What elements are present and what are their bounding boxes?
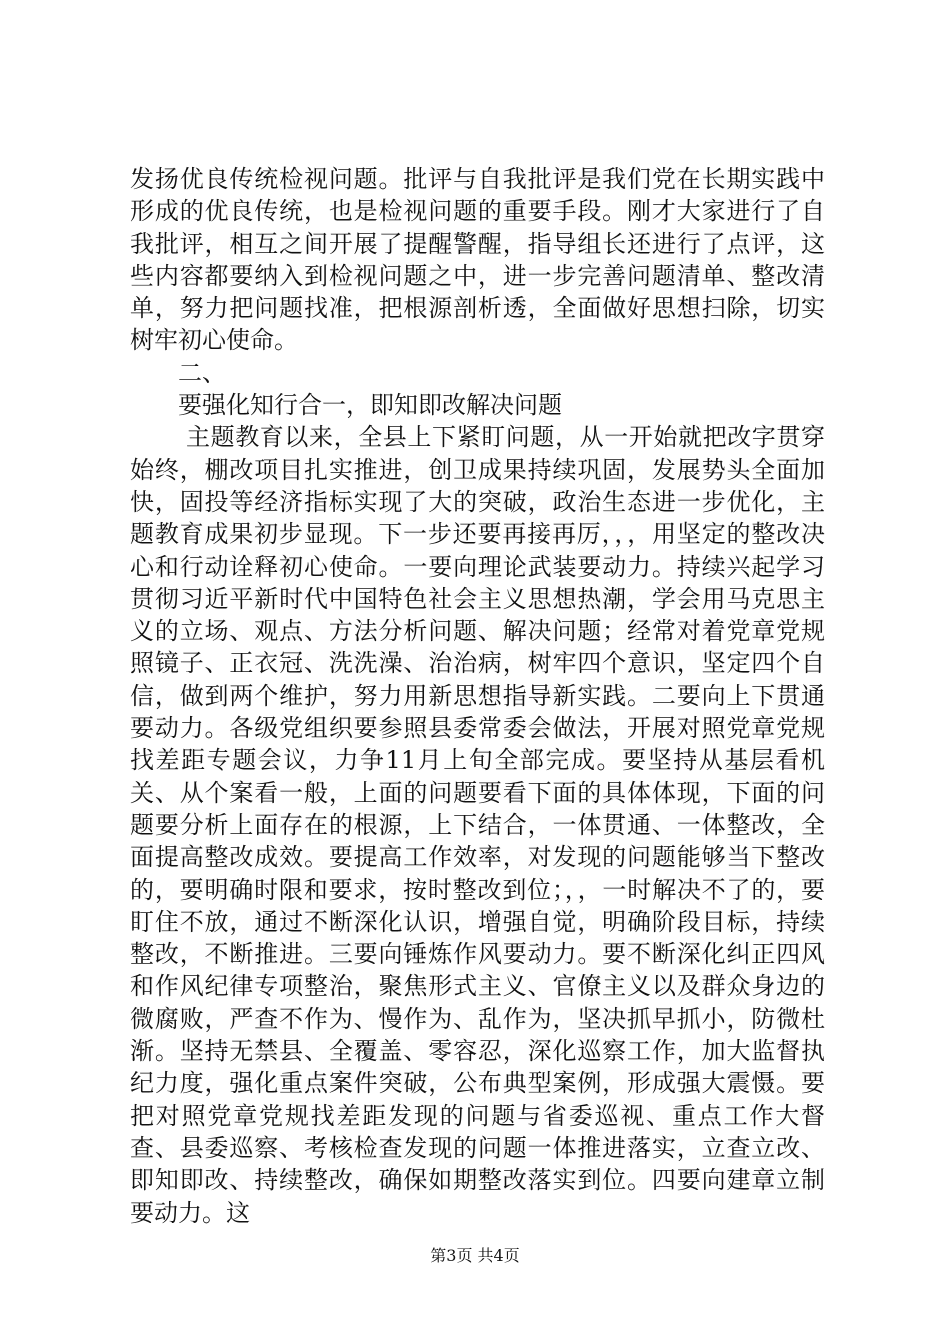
section-heading-number: 二、: [178, 358, 226, 387]
paragraph-2: 主题教育以来，全县上下紧盯问题，从一开始就把改字贯穿始终，棚改项目扎实推进，创卫成果持续巩固，发展势头全面加快，固投等经济指标实现了大的突破，政治生态进一步优化，主题教育成果初步显现。下一步还要再接再厉，，，用坚定的整改决心和行动诠释初心使命。一要向理论武装要动力。持续兴起学习贯彻习近平新时代中国特色社会主义思想热潮，学会用马克思主义的立场、观点、方法分析问题、解决问题；经常对着党章党规照镜子、正衣冠、洗洗澡、治治病，树牢四个意识，坚定四个自信，做到两个维护，努力用新思想指导新实践。二要向上下贯通要动力。各级党组织要参照县委常委会做法，开展对照党章党规找差距专题会议，力争11月上旬全部完成。要坚持从基层看机关、从个案看一般，上面的问题要看下面的具体体现，下面的问题要分析上面存在的根源，上下结合，一体贯通、一体整改，全面提高整改成效。要提高工作效率，对发现的问题能够当下整改的，要明确时限和要求，按时整改到位；，，一时解决不了的，要盯住不放，通过不断深化认识，增强自觉，明确阶段目标，持续整改，不断推进。三要向锤炼作风要动力。要不断深化纠正四风和作风纪律专项整治，聚焦形式主义、官僚主义以及群众身边的微腐败，严查不作为、慢作为、乱作为，坚决抓早抓小，防微杜渐。坚持无禁县、全覆盖、零容忍，深化巡察工作，加大监督执纪力度，强化重点案件突破，公布典型案例，形成强大震慑。要把对照党章党规找差距发现的问题与省委巡视、重点工作大督查、县委巡察、考核检查发现的问题一体推进落实，立查立改、即知即改、持续整改，确保如期整改落实到位。四要向建章立制要动力。这: [130, 423, 825, 1227]
page-footer: 第3页 共4页: [430, 1246, 520, 1265]
document-body: [130, 163, 825, 1229]
paragraph-1: 发扬优良传统检视问题。批评与自我批评是我们党在长期实践中形成的优良传统，也是检视问题的重要手段。刚才大家进行了自我批评，相互之间开展了提醒警醒，指导组长还进行了点评，这些内容都要纳入到检视问题之中，进一步完善问题清单、整改清单，努力把问题找准，把根源剖析透，全面做好思想扫除，切实树牢初心使命。: [130, 165, 825, 355]
section-heading-title: 要强化知行合一，即知即改解决问题: [178, 391, 562, 420]
